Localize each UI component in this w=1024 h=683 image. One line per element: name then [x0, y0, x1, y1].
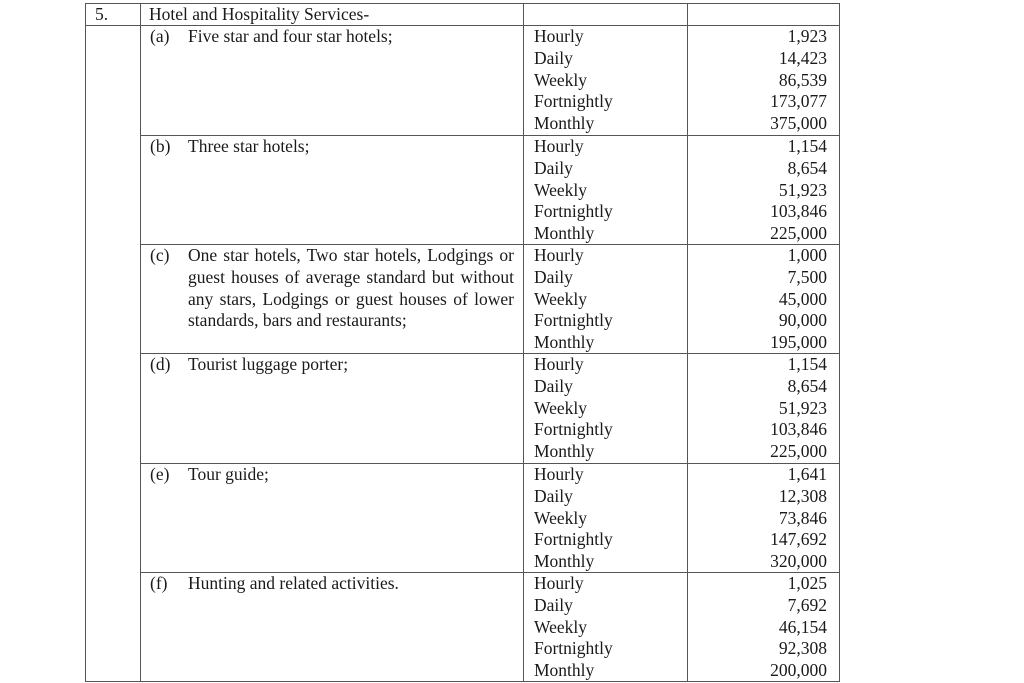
rate-value: 225,000 — [770, 223, 827, 244]
subitem-label: (f) — [150, 573, 168, 593]
rate-period: Hourly — [534, 464, 584, 484]
rate-values — [687, 573, 827, 682]
rate-value: 7,500 — [787, 266, 827, 287]
rate-period: Hourly — [534, 354, 584, 374]
rate-value: 1,923 — [787, 26, 827, 46]
subitem-description: Three star hotels; — [188, 136, 310, 156]
rate-values — [687, 464, 827, 573]
rate-period: Fortnightly — [534, 310, 613, 331]
rate-periods — [534, 573, 684, 682]
rate-period: Monthly — [534, 332, 595, 353]
rate-period: Fortnightly — [534, 529, 613, 550]
rate-period: Daily — [534, 375, 573, 396]
rate-value: 173,077 — [770, 91, 827, 112]
rate-period: Monthly — [534, 223, 595, 244]
rate-value: 103,846 — [770, 419, 827, 440]
rate-value: 45,000 — [778, 288, 827, 309]
rate-period: Hourly — [534, 245, 584, 265]
rate-value: 103,846 — [770, 201, 827, 222]
subitem-label: (d) — [150, 354, 171, 374]
rate-value: 147,692 — [770, 529, 827, 550]
rate-period: Weekly — [534, 397, 588, 418]
rate-period: Weekly — [534, 616, 588, 637]
rate-period: Daily — [534, 47, 573, 68]
rate-periods — [534, 26, 684, 135]
rate-value: 195,000 — [770, 332, 827, 353]
rate-period: Weekly — [534, 507, 588, 528]
rate-period: Hourly — [534, 573, 584, 593]
rate-value: 86,539 — [778, 69, 827, 90]
column-divider-number — [140, 3, 141, 682]
rate-value: 14,423 — [778, 47, 827, 68]
rate-period: Fortnightly — [534, 201, 613, 222]
rate-period: Weekly — [534, 179, 588, 200]
table-border-left — [85, 3, 86, 682]
rate-values — [687, 136, 827, 245]
rate-value: 225,000 — [770, 441, 827, 462]
rate-value: 8,654 — [787, 157, 827, 178]
rate-periods — [534, 245, 684, 354]
rate-value: 90,000 — [778, 310, 827, 331]
subitem-description: Tourist luggage porter; — [188, 354, 349, 374]
rate-value: 12,308 — [778, 485, 827, 506]
rate-value: 1,154 — [787, 354, 827, 374]
rate-values — [687, 26, 827, 135]
table-border-right — [839, 3, 840, 682]
rate-periods — [534, 354, 684, 463]
wage-rates-table — [85, 3, 840, 682]
rate-period: Daily — [534, 594, 573, 615]
column-divider-description — [523, 3, 524, 682]
rate-values — [687, 245, 827, 354]
rate-value: 320,000 — [770, 551, 827, 572]
rate-periods — [534, 464, 684, 573]
rate-value: 92,308 — [778, 638, 827, 659]
subitem-label: (e) — [150, 464, 170, 484]
rate-value: 1,641 — [787, 464, 827, 484]
rate-value: 200,000 — [770, 660, 827, 681]
rate-period: Monthly — [534, 660, 595, 681]
subitem-description: Tour guide; — [188, 464, 269, 484]
rate-value: 1,000 — [787, 245, 827, 265]
rate-period: Weekly — [534, 288, 588, 309]
rate-period: Fortnightly — [534, 638, 613, 659]
rate-value: 7,692 — [787, 594, 827, 615]
subitem-description: One star hotels, Two star hotels, Lodgings or guest houses of average standard but without any stars, Lodgings or guest houses of lower standards, bars and restaurants; — [188, 245, 514, 331]
rate-periods — [534, 136, 684, 245]
rate-period: Fortnightly — [534, 419, 613, 440]
subitem-label: (b) — [150, 136, 171, 156]
rate-period: Monthly — [534, 441, 595, 462]
rate-value: 8,654 — [787, 375, 827, 396]
rate-value: 1,154 — [787, 136, 827, 156]
item-title: Hotel and Hospitality Services- — [149, 4, 370, 24]
subitem-description: Hunting and related activities. — [188, 573, 399, 593]
rate-value: 375,000 — [770, 113, 827, 134]
rate-period: Daily — [534, 157, 573, 178]
rate-value: 51,923 — [778, 179, 827, 200]
rate-value: 1,025 — [787, 573, 827, 593]
subitem-description: Five star and four star hotels; — [188, 26, 393, 46]
rate-value: 46,154 — [778, 616, 827, 637]
rate-period: Weekly — [534, 69, 588, 90]
rate-period: Hourly — [534, 26, 584, 46]
rate-period: Daily — [534, 266, 573, 287]
rate-period: Monthly — [534, 113, 595, 134]
rate-value: 73,846 — [778, 507, 827, 528]
subitem-label: (c) — [150, 245, 170, 265]
rate-period: Daily — [534, 485, 573, 506]
rate-period: Fortnightly — [534, 91, 613, 112]
rate-period: Monthly — [534, 551, 595, 572]
subitem-label: (a) — [150, 26, 170, 46]
rate-value: 51,923 — [778, 397, 827, 418]
item-number: 5. — [95, 4, 109, 24]
rate-values — [687, 354, 827, 463]
rate-period: Hourly — [534, 136, 584, 156]
